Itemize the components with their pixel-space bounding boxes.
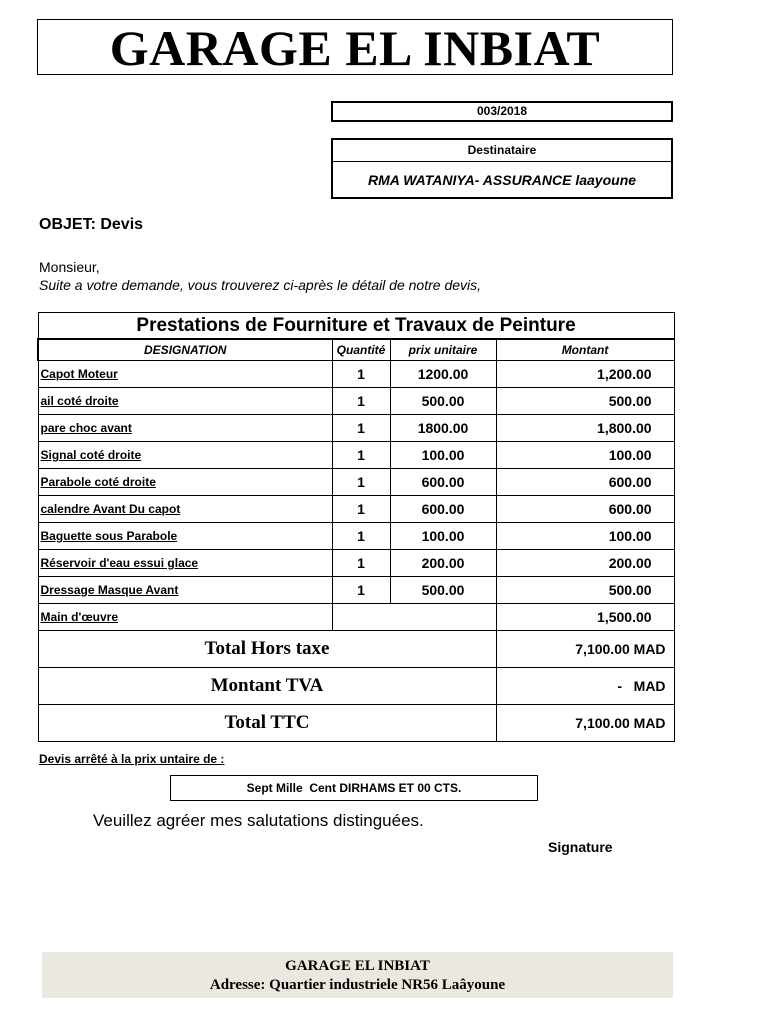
- row-prix-unitaire: 500.00: [390, 577, 496, 604]
- table-row: [38, 577, 674, 604]
- row-prix-unitaire: 100.00: [390, 442, 496, 469]
- column-header-quantite: Quantité: [332, 339, 390, 361]
- destinataire-box: [331, 138, 673, 199]
- row-quantite: 1: [332, 469, 390, 496]
- table-row: [38, 415, 674, 442]
- table-row: [38, 361, 674, 388]
- row-prix-unitaire: 200.00: [390, 550, 496, 577]
- destinataire-label: Destinataire: [333, 140, 671, 162]
- main-oeuvre-empty: [332, 604, 496, 631]
- table-row: [38, 523, 674, 550]
- table-header-row: [38, 339, 674, 361]
- row-prix-unitaire: 1800.00: [390, 415, 496, 442]
- total-ttc-value: 7,100.00 MAD: [496, 705, 674, 742]
- row-designation: Réservoir d'eau essui glace: [38, 550, 332, 577]
- row-designation: ail coté droite: [38, 388, 332, 415]
- row-prix-unitaire: 1200.00: [390, 361, 496, 388]
- total-ht-label: Total Hors taxe: [38, 631, 496, 668]
- table-row: [38, 496, 674, 523]
- row-designation: Parabole coté droite: [38, 469, 332, 496]
- row-prix-unitaire: 500.00: [390, 388, 496, 415]
- table-title: Prestations de Fourniture et Travaux de Peinture: [38, 313, 674, 340]
- row-prix-unitaire: 600.00: [390, 496, 496, 523]
- tva-row: [38, 668, 674, 705]
- row-montant: 200.00: [496, 550, 674, 577]
- table-row: [38, 469, 674, 496]
- row-prix-unitaire: 100.00: [390, 523, 496, 550]
- column-header-designation: DESIGNATION: [38, 339, 332, 361]
- footer: [42, 952, 673, 998]
- tva-value: - MAD: [496, 668, 674, 705]
- row-quantite: 1: [332, 415, 390, 442]
- intro-text: Suite a votre demande, vous trouverez ci-après le détail de notre devis,: [39, 277, 482, 293]
- table-row: [38, 550, 674, 577]
- row-quantite: 1: [332, 496, 390, 523]
- row-montant: 500.00: [496, 388, 674, 415]
- total-ttc-label: Total TTC: [38, 705, 496, 742]
- table-row: [38, 388, 674, 415]
- main-oeuvre-montant: 1,500.00: [496, 604, 674, 631]
- row-quantite: 1: [332, 388, 390, 415]
- row-quantite: 1: [332, 550, 390, 577]
- table-row: [38, 442, 674, 469]
- destinataire-name: RMA WATANIYA- ASSURANCE laayoune: [367, 172, 637, 188]
- row-prix-unitaire: 600.00: [390, 469, 496, 496]
- row-quantite: 1: [332, 442, 390, 469]
- row-montant: 100.00: [496, 442, 674, 469]
- row-quantite: 1: [332, 577, 390, 604]
- amount-in-words: Sept Mille Cent DIRHAMS ET 00 CTS.: [170, 775, 538, 801]
- main-oeuvre-row: [38, 604, 674, 631]
- row-montant: 500.00: [496, 577, 674, 604]
- row-montant: 600.00: [496, 496, 674, 523]
- salutation: Monsieur,: [39, 259, 100, 275]
- row-montant: 100.00: [496, 523, 674, 550]
- row-montant: 1,200.00: [496, 361, 674, 388]
- table-title-row: [38, 313, 674, 340]
- row-designation: Dressage Masque Avant: [38, 577, 332, 604]
- column-header-montant: Montant: [496, 339, 674, 361]
- row-quantite: 1: [332, 523, 390, 550]
- devis-reference: 003/2018: [331, 101, 673, 122]
- total-ttc-row: [38, 705, 674, 742]
- tva-label: Montant TVA: [38, 668, 496, 705]
- objet-line: OBJET: Devis: [39, 216, 144, 233]
- row-designation: pare choc avant: [38, 415, 332, 442]
- row-quantite: 1: [332, 361, 390, 388]
- company-title: GARAGE EL INBIAT: [37, 19, 673, 75]
- row-designation: calendre Avant Du capot: [38, 496, 332, 523]
- row-designation: Signal coté droite: [38, 442, 332, 469]
- total-ht-row: [38, 631, 674, 668]
- total-ht-value: 7,100.00 MAD: [496, 631, 674, 668]
- row-designation: Baguette sous Parabole: [38, 523, 332, 550]
- main-oeuvre-designation: Main d'œuvre: [38, 604, 332, 631]
- signature-label: Signature: [548, 839, 613, 855]
- devis-table: [37, 312, 675, 742]
- row-montant: 1,800.00: [496, 415, 674, 442]
- arrete-label: Devis arrêté à la prix untaire de :: [39, 752, 225, 766]
- row-montant: 600.00: [496, 469, 674, 496]
- column-header-prix-unitaire: prix unitaire: [390, 339, 496, 361]
- footer-company-name: GARAGE EL INBIAT: [285, 958, 430, 974]
- closing-regards: Veuillez agréer mes salutations distinguées.: [93, 811, 424, 830]
- footer-address: Adresse: Quartier industriele NR56 Laâyoune: [209, 977, 506, 993]
- row-designation: Capot Moteur: [38, 361, 332, 388]
